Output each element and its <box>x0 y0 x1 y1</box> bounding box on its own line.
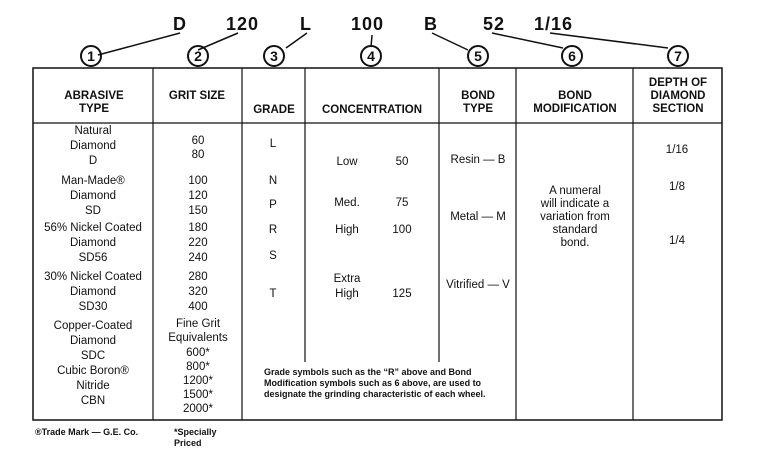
grade-p: P <box>269 199 277 211</box>
fine-grit-label: Fine Grit Equivalents <box>168 318 228 344</box>
header-bond-modification: BOND MODIFICATION <box>533 90 617 115</box>
fine-grit-1200: 1200* <box>182 375 214 387</box>
footnote-trademark: ®Trade Mark — G.E. Co. <box>35 427 139 437</box>
code-grit: 120 <box>226 14 260 34</box>
grit-320: 320 <box>188 286 208 298</box>
grit-100: 100 <box>188 175 208 187</box>
bond-modification-text: A numeral will indicate a variation from standard bond. <box>540 185 610 249</box>
footnote-special: *Specially Priced <box>174 427 217 448</box>
grit-400: 400 <box>188 301 208 313</box>
bond-type-vitrified: Vitrified — V <box>446 279 510 291</box>
concentration-med-label: Med. <box>334 197 360 209</box>
grit-220: 220 <box>188 237 208 249</box>
marker-2: 2 <box>187 45 209 67</box>
fine-grit-1500: 1500* <box>182 389 214 401</box>
code-depth: 1/16 <box>534 14 574 34</box>
abrasive-cbn: Cubic Boron® Nitride CBN <box>57 365 129 407</box>
header-concentration: CONCENTRATION <box>321 104 423 116</box>
code-bond-mod: 52 <box>483 14 506 34</box>
fine-grit-600: 600* <box>186 347 210 359</box>
concentration-extra-high-label: Extra High <box>333 273 361 300</box>
grade-s: S <box>269 250 277 262</box>
fine-grit-800: 800* <box>186 361 210 373</box>
marker-4: 4 <box>360 45 382 67</box>
marker-1: 1 <box>80 45 102 67</box>
depth-1-8: 1/8 <box>669 181 685 193</box>
code-abrasive: D <box>173 14 187 34</box>
concentration-high-label: High <box>335 224 359 236</box>
marker-6: 6 <box>561 45 583 67</box>
concentration-high-value: 100 <box>392 224 412 236</box>
concentration-low-value: 50 <box>395 156 409 168</box>
header-depth: DEPTH OF DIAMOND SECTION <box>648 77 708 115</box>
abrasive-56-nickel: 56% Nickel Coated Diamond SD56 <box>44 222 142 264</box>
grade-n: N <box>268 175 278 187</box>
concentration-med-value: 75 <box>395 197 409 209</box>
grit-120: 120 <box>188 190 208 202</box>
grade-l: L <box>269 138 277 150</box>
depth-1-16: 1/16 <box>665 144 689 156</box>
grit-240: 240 <box>188 252 208 264</box>
depth-1-4: 1/4 <box>669 235 685 247</box>
grit-280: 280 <box>188 271 208 283</box>
grade-t: T <box>269 288 277 300</box>
bond-type-resin: Resin — B <box>450 154 506 166</box>
code-grade: L <box>300 14 312 34</box>
abrasive-natural: Natural Diamond D <box>69 125 117 167</box>
bond-type-metal: Metal — M <box>450 211 506 223</box>
abrasive-man-made: Man-Made® Diamond SD <box>61 175 125 217</box>
marker-7: 7 <box>667 45 689 67</box>
grit-180: 180 <box>188 222 208 234</box>
abrasive-copper-coated: Copper-Coated Diamond SDC <box>53 320 133 362</box>
grit-80: 80 <box>191 149 205 161</box>
code-concentration: 100 <box>351 14 385 34</box>
header-grit-size: GRIT SIZE <box>168 90 226 102</box>
concentration-low-label: Low <box>336 156 358 168</box>
concentration-extra-high-value: 125 <box>392 288 412 300</box>
marker-3: 3 <box>263 45 285 67</box>
grade-note: Grade symbols such as the “R” above and Bond Modification symbols such as 6 above, are used to designate the grinding characteristic of each wheel. <box>264 367 486 399</box>
grit-150: 150 <box>188 205 208 217</box>
fine-grit-2000: 2000* <box>182 403 214 415</box>
marker-5: 5 <box>467 45 489 67</box>
code-bond-type: B <box>424 14 438 34</box>
header-bond-type: BOND TYPE <box>461 90 495 115</box>
grit-60: 60 <box>191 135 205 147</box>
header-grade: GRADE <box>253 104 295 116</box>
abrasive-30-nickel: 30% Nickel Coated Diamond SD30 <box>44 271 142 313</box>
grade-r: R <box>268 224 278 236</box>
header-abrasive-type: ABRASIVE TYPE <box>64 90 124 115</box>
